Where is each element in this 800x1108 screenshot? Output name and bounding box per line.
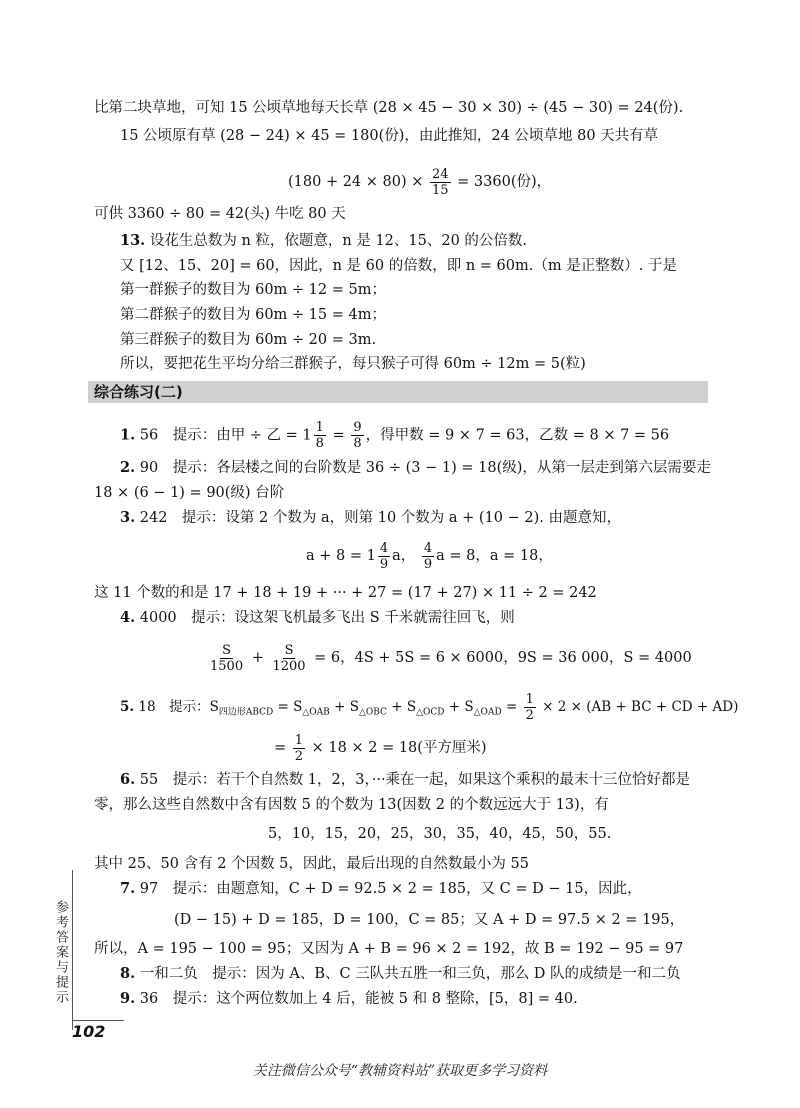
text: 55 提示：若干个自然数 1，2，3，···乘在一起，如果这个乘积的最末十三位恰好都是	[139, 772, 691, 788]
denominator: 9	[379, 556, 389, 572]
answer-9	[120, 989, 578, 1009]
answer-number: 7.	[120, 880, 136, 897]
denominator: 2	[294, 748, 304, 764]
fraction	[524, 692, 536, 723]
denominator: 8	[315, 436, 324, 451]
fraction	[351, 420, 363, 451]
equation-line	[206, 640, 692, 676]
equation-line	[274, 730, 487, 766]
numerator: S	[222, 642, 231, 658]
answer-6	[120, 770, 690, 790]
numerator: 1	[294, 732, 304, 748]
text: ，得甲数 = 9 × 7 = 63，乙数 = 8 × 7 = 56	[365, 427, 670, 444]
answer-2	[120, 458, 711, 478]
sidebar-label: 参考答案与提示	[53, 900, 68, 1005]
equation-part: × 18 × 2 = 18(平方厘米)	[311, 740, 487, 756]
footer-watermark: 关注微信公众号“教辅资料站”获取更多学习资料	[252, 1063, 548, 1079]
text: 242 提示：设第 2 个数为 a，则第 10 个数为 a + (10 − 2). 由题意知，	[139, 510, 621, 526]
equation-part: = 6，4S + 5S = 6 × 6000，9S = 36 000，S = 4000	[314, 650, 692, 666]
text: + S	[448, 699, 474, 715]
page-number-rule	[72, 1020, 124, 1021]
numerator: 4	[423, 540, 433, 556]
equation-line	[288, 164, 551, 200]
text: 97 提示：由题意知，C + D = 92.5 × 2 = 185，又 C = D − 15，因此，	[139, 881, 642, 897]
text-line: 这 11 个数的和是 17 + 18 + 19 + ··· + 27 = (17 + 27) × 11 ÷ 2 = 242	[94, 585, 597, 601]
equation-part: a = 8，a = 18，	[436, 548, 553, 564]
numerator: 1	[525, 692, 534, 707]
denominator: 15	[432, 182, 449, 198]
subscript: △OBC	[358, 707, 387, 718]
numerator: 4	[379, 540, 389, 556]
equation-part: (180 + 24 × 80) ×	[288, 174, 424, 190]
equation-part: a + 8 = 1	[306, 548, 376, 564]
section-title: 综合练习(二)	[94, 383, 183, 401]
text-line: 第二群猴子的数目为 60m ÷ 15 = 4m；	[120, 307, 386, 323]
answer-number: 1.	[120, 426, 136, 444]
answer-7	[120, 879, 642, 899]
numerator: 1	[315, 420, 324, 435]
answer-number: 2.	[120, 459, 136, 476]
text-line: 零，那么这些自然数中含有因数 5 的个数为 13(因数 2 的个数远远大于 13)，有	[94, 797, 609, 813]
answer-8	[120, 964, 681, 984]
text: + S	[334, 699, 359, 715]
question-number: 13.	[120, 232, 146, 249]
answer-number: 5.	[120, 699, 135, 715]
equation-part: +	[251, 650, 264, 666]
text: = S	[277, 699, 303, 715]
subscript: △OAB	[302, 707, 330, 718]
fraction	[270, 643, 307, 674]
fraction	[208, 643, 245, 674]
text-line: 又 [12、15、20] = 60，因此，n 是 60 的倍数，即 n = 60m.（m 是正整数）. 于是	[120, 258, 677, 274]
subscript: 四边形ABCD	[218, 707, 274, 718]
numerator: S	[284, 642, 294, 658]
answer-number: 6.	[120, 771, 136, 788]
text: 18 提示：S	[138, 699, 219, 715]
page-number: 102	[72, 1022, 106, 1041]
equation-line	[306, 538, 553, 574]
question-13	[120, 231, 527, 251]
text: 56 提示：由甲 ÷ 乙 = 1	[139, 427, 312, 444]
text-line: 第三群猴子的数目为 60m ÷ 20 = 3m.	[120, 332, 377, 348]
text: 36 提示：这个两位数加上 4 后，能被 5 和 8 整除，[5，8] = 40.	[139, 991, 578, 1007]
answer-number: 8.	[120, 965, 136, 982]
answer-number: 9.	[120, 990, 136, 1007]
answer-3	[120, 508, 621, 528]
answer-number: 4.	[120, 609, 136, 626]
answer-5	[120, 690, 738, 730]
text: =	[332, 427, 345, 444]
numerator: 24	[432, 166, 449, 182]
text-line: 第一群猴子的数目为 60m ÷ 12 = 5m；	[120, 282, 386, 298]
fraction	[314, 420, 326, 451]
subscript: △OCD	[416, 707, 445, 718]
text: =	[505, 699, 518, 715]
text-line: 18 × (6 − 1) = 90(级) 台阶	[94, 485, 285, 501]
text: 4000 提示：设这架飞机最多飞出 S 千米就需往回飞，则	[139, 610, 515, 626]
subscript: △OAD	[473, 707, 502, 718]
denominator: 1500	[210, 658, 244, 674]
denominator: 9	[423, 556, 433, 572]
text-line: 5，10，15，20，25，30，35，40，45，50，55.	[268, 826, 612, 842]
text: × 2 × (AB + BC + CD + AD)	[542, 699, 739, 715]
equation-part: =	[274, 740, 287, 756]
text-line: 其中 25、50 含有 2 个因数 5，因此，最后出现的自然数最小为 55	[94, 856, 529, 872]
sidebar-rule	[72, 870, 73, 1030]
text: + S	[391, 699, 417, 715]
denominator: 8	[353, 436, 362, 451]
fraction	[293, 733, 305, 764]
answer-4	[120, 608, 515, 628]
text-line: 可供 3360 ÷ 80 = 42(头) 牛吃 80 天	[94, 206, 346, 222]
text-line: 所以，要把花生平均分给三群猴子，每只猴子可得 60m ÷ 12m = 5(粒)	[120, 356, 586, 372]
text: 设花生总数为 n 粒，依题意，n 是 12、15、20 的公倍数.	[149, 233, 528, 249]
answer-number: 3.	[120, 509, 136, 526]
text: 一和二负 提示：因为 A、B、C 三队共五胜一和三负，那么 D 队的成绩是一和二负	[139, 966, 681, 982]
text-line: (D − 15) + D = 185，D = 100，C = 85；又 A + D = 97.5 × 2 = 195，	[174, 912, 685, 928]
fraction	[422, 541, 434, 572]
numerator: 9	[353, 420, 362, 435]
text-line: 比第二块草地，可知 15 公顷草地每天长草 (28 × 45 − 30 × 30) ÷ (45 − 30) = 24(份).	[94, 100, 684, 116]
text-line: 所以，A = 195 − 100 = 95；又因为 A + B = 96 × 2 = 192，故 B = 192 − 95 = 97	[94, 941, 684, 957]
equation-part: = 3360(份)，	[457, 174, 552, 190]
text: 90 提示：各层楼之间的台阶数是 36 ÷ (3 − 1) = 18(级)，从第一层走到第六层需要走	[139, 460, 711, 476]
equation-part: a，	[392, 548, 416, 564]
text-line: 15 公顷原有草 (28 − 24) × 45 = 180(份)，由此推知，24 公顷草地 80 天共有草	[120, 128, 659, 144]
fraction	[378, 541, 390, 572]
answer-1	[120, 420, 669, 451]
denominator: 1200	[272, 658, 306, 674]
denominator: 2	[525, 708, 534, 723]
fraction	[430, 167, 451, 198]
